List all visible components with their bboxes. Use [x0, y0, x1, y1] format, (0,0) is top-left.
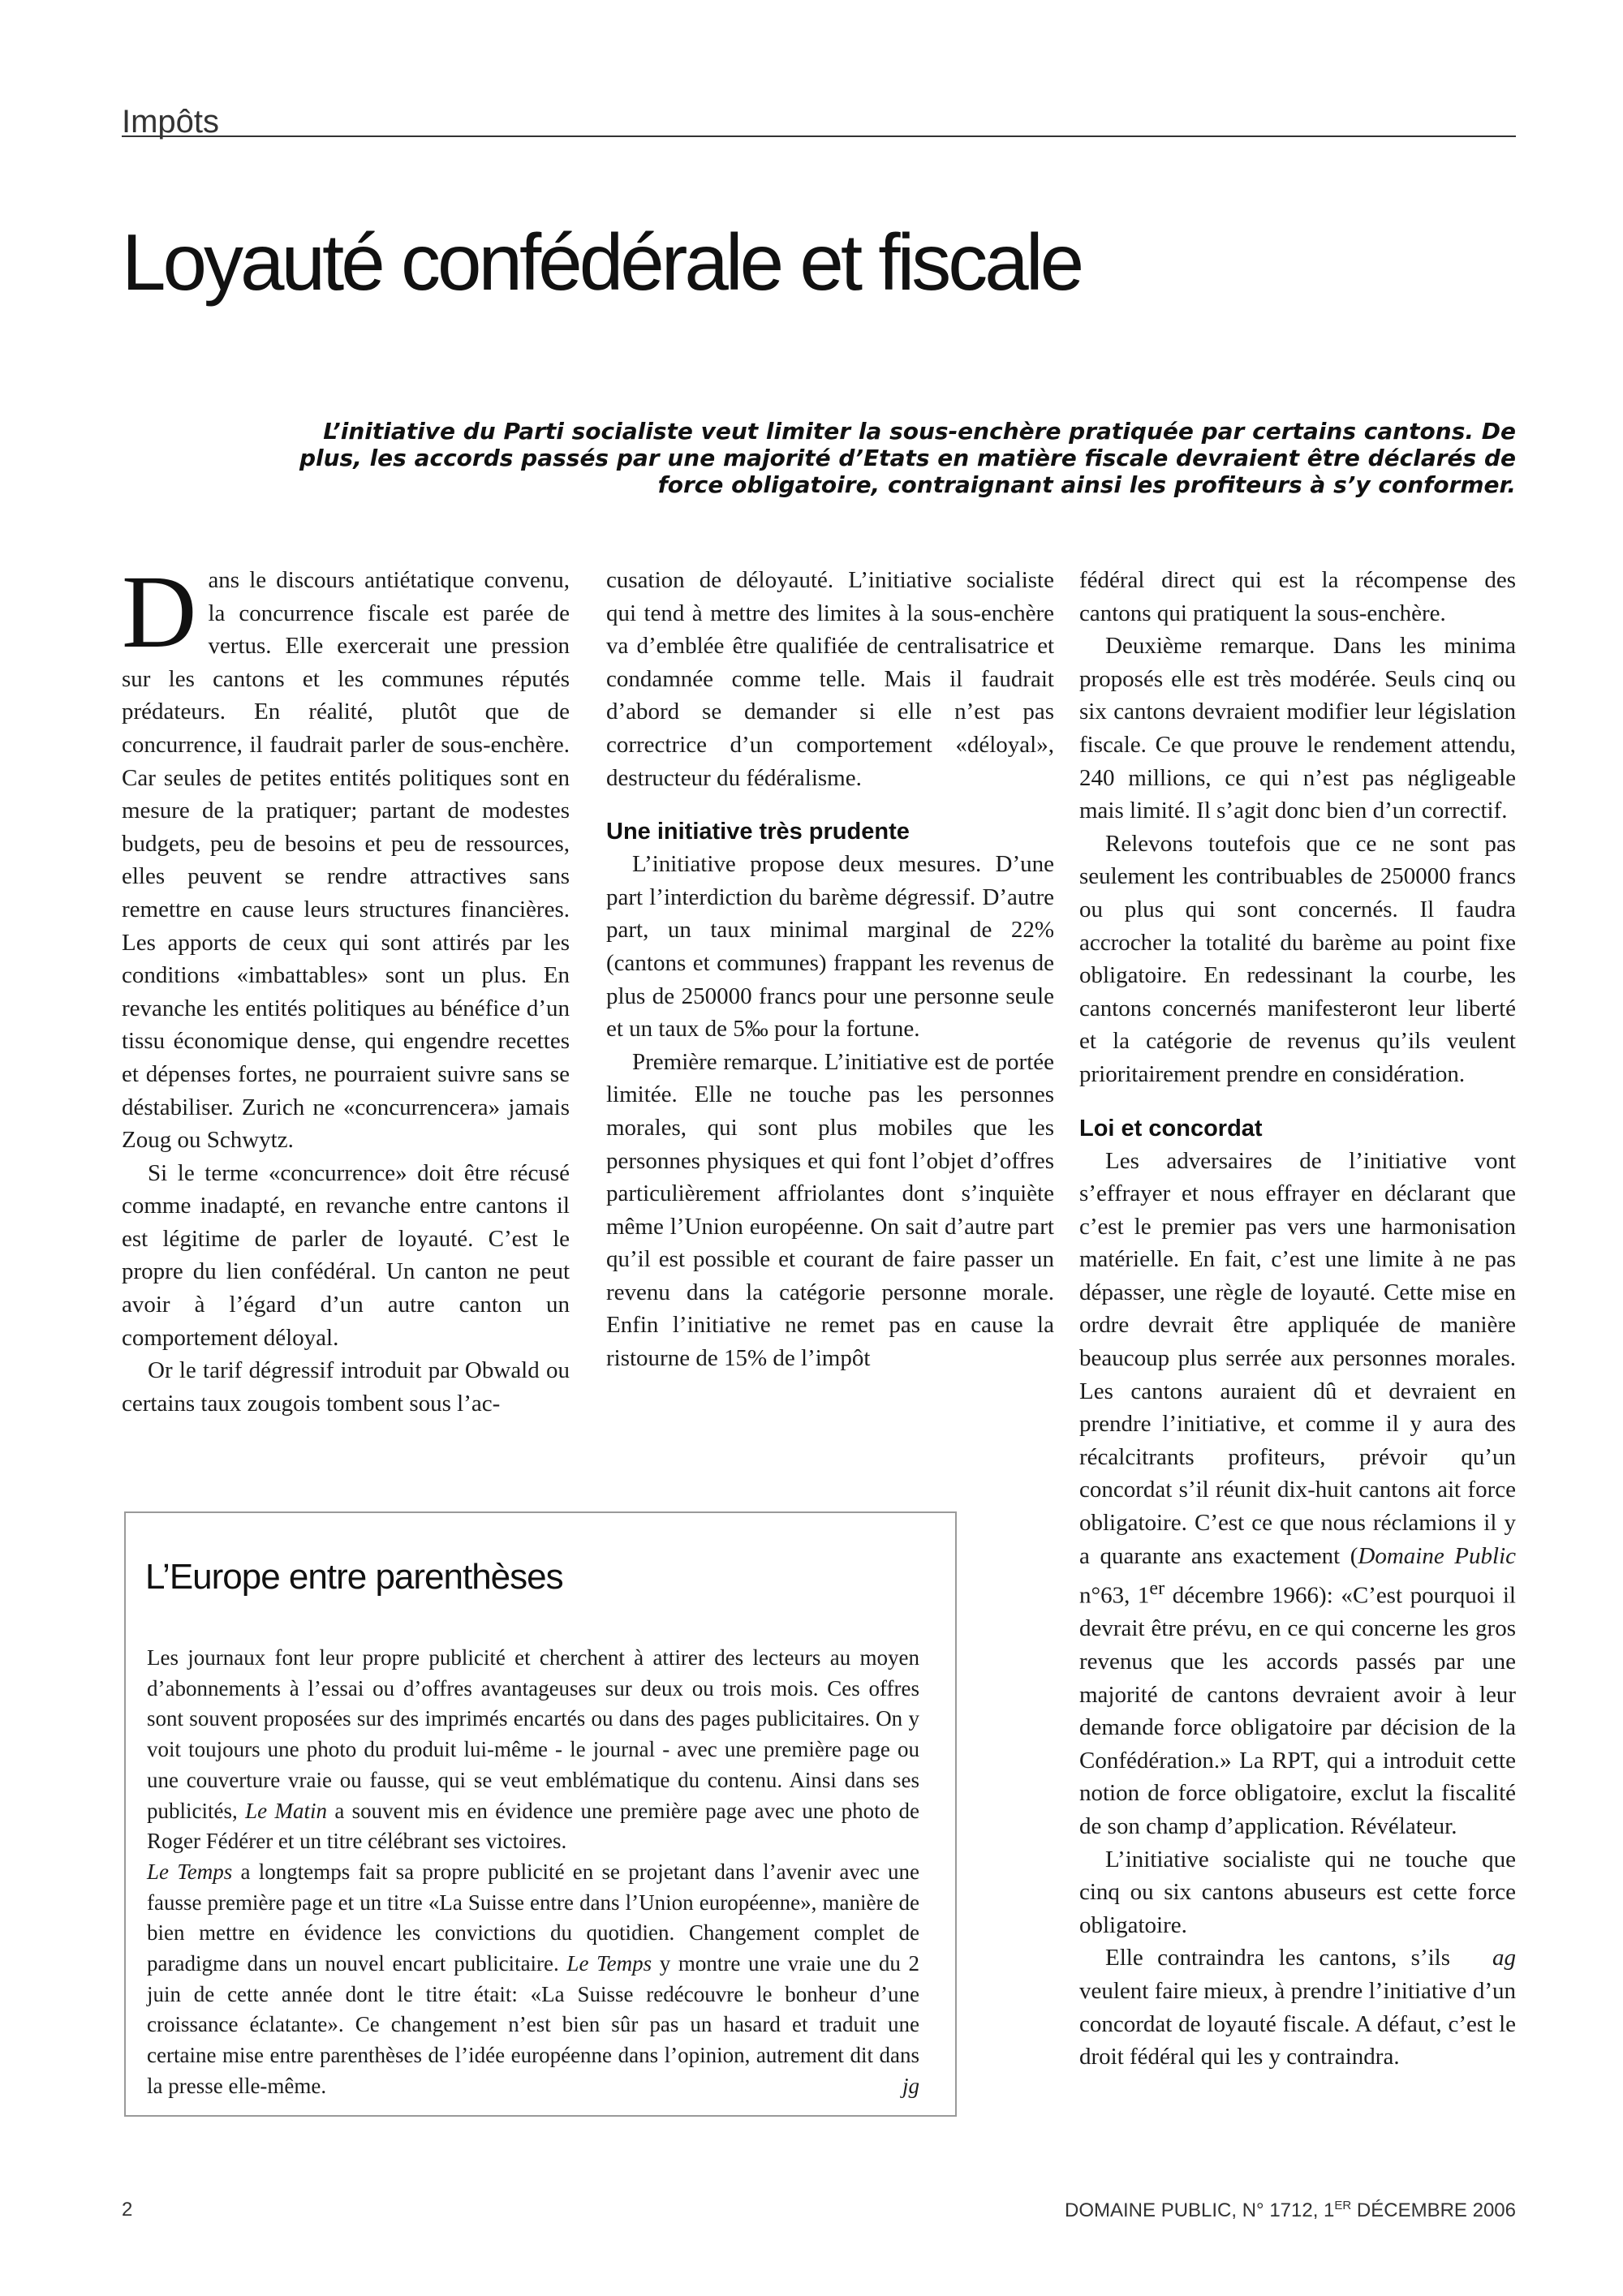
rubric-divider: [122, 135, 1516, 137]
paragraph: ag Elle contraindra les cantons, s’ils veulent faire mieux, à prendre l’initiative d’un concordat de loyauté fiscale. A défaut, c’est le droit fédéral qui les y contraindra.: [1079, 1941, 1516, 2073]
sidebar-box-title: L’Europe entre parenthèses: [145, 1557, 563, 1597]
sidebar-box: [124, 1511, 957, 2117]
subheading: Une initiative très prudente: [606, 819, 910, 845]
paragraph: cusation de déloyauté. L’initiative socialiste qui tend à mettre des limites à la sous-enchère va d’emblée être qualifiée de centralisatrice et condamnée comme telle. Mais il faudrait d’abord se demander si elle n’est pas correctrice d’un comportement «déloyal», destructeur du fédéralisme.: [606, 567, 1054, 791]
article-column-1: [122, 554, 570, 1420]
paragraph: Première remarque. L’initiative est de portée limitée. Elle ne touche pas les personnes morales, qui sont plus mobiles que les personnes physiques et qui font l’objet d’offres particulièrement affriolantes dont s’inquiète même l’Union européenne. On sait d’autre part qu’il est possible et courant de faire passer un revenu dans la catégorie personne morale. Enfin l’initiative ne remet pas en cause la ristourne de 15% de l’impôt: [606, 1048, 1054, 1372]
subheading: Loi et concordat: [1079, 1115, 1263, 1142]
author-signature: jg: [902, 2073, 919, 2098]
paragraph: L’initiative socialiste qui ne touche que cinq ou six cantons abuseurs est cette force obligatoire.: [1079, 1846, 1516, 1938]
paragraph: Or le tarif dégressif introduit par Obwald ou certains taux zougois tombent sous l’ac-: [122, 1357, 570, 1417]
paragraph: Deuxième remarque. Dans les minima proposés elle est très modérée. Seuls cinq ou six cantons devraient modifier leur législation fiscale. Ce que prouve le rendement attendu, 240 millions, ce qui n’est pas négligeable mais limité. Il s’agit donc bien d’un correctif.: [1079, 633, 1516, 824]
paragraph: fédéral direct qui est la récompense des cantons qui pratiquent la sous-enchère.: [1079, 567, 1516, 626]
article-column-2: [606, 564, 1054, 1375]
sidebar-box-body: [147, 1643, 919, 2102]
publication-footer: DOMAINE PUBLIC, N° 1712, 1ER DÉCEMBRE 2006: [1065, 2199, 1516, 2221]
page-number: 2: [122, 2199, 133, 2221]
paragraph: Dans le discours antiétatique convenu, la concurrence fiscale est parée de vertus. Elle exercerait une pression sur les cantons et les communes réputés prédateurs. En réalité, plutôt que de concurrence, il faudrait parler de sous-enchère. Car seules de petites entités politiques sont en mesure de la pratiquer; partant de modestes budgets, peu de besoins et peu de ressources, elles peuvent se rendre attractives sans remettre en cause leurs structures financières. Les apports de ceux qui sont attirés par les conditions «imbattables» sont un plus. En revanche les entités politiques au bénéfice d’un tissu économique dense, qui engendre recettes et dépenses fortes, ne pourraient suivre sans se déstabiliser. Zurich ne «concurrencera» jamais Zoug ou Schwytz.: [122, 554, 570, 1154]
paragraph: L’initiative propose deux mesures. D’une part l’interdiction du barème dégressif. D’autre part, un taux minimal marginal de 22% (cantons et communes) frappant les revenus de plus de 250000 francs pour une personne seule et un taux de 5‰ pour la fortune.: [606, 851, 1054, 1043]
section-rubric: Impôts: [122, 104, 220, 140]
drop-cap: D: [122, 554, 197, 669]
article-title: Loyauté confédérale et fiscale: [122, 217, 1082, 307]
paragraph: Les adversaires de l’initiative vont s’effrayer et nous effrayer en déclarant que c’est le premier pas vers une harmonisation matérielle. En fait, c’est une limite à ne pas dépasser, une règle de loyauté. Cette mise en ordre devrait être appliquée de manière beaucoup plus serrée aux personnes morales. Les cantons auraient dû et devraient en prendre l’initiative, et comme il y aura des récalcitrants profiteurs, prévoir qu’un concordat s’il réunit dix-huit cantons ait force obligatoire. C’est ce que nous réclamions il y a quarante ans exactement (Domaine Public n°63, 1er décembre 1966): «C’est pourquoi il devrait être prévu, en ce qui concerne les gros revenus que les accords passés par une majorité de cantons devraient avoir à leur demande force obligatoire par décision de la Confédération.» La RPT, qui a introduit cette notion de force obligatoire, exclut la fiscalité de son champ d’application. Révélateur.: [1079, 1147, 1517, 1840]
article-column-3: [1079, 564, 1516, 2074]
publication-reference: Domaine Public: [1358, 1542, 1517, 1569]
paragraph: Si le terme «concurrence» doit être récusé comme inadapté, en revanche entre cantons il est légitime de parler de loyauté. C’est le propre du lien confédéral. Un canton ne peut avoir à l’égard d’un autre canton un comportement déloyal.: [122, 1159, 570, 1351]
paragraph: Relevons toutefois que ce ne sont pas seulement les contribuables de 250000 francs ou plus qui sont concernés. Il faudra accrocher la totalité du barème au point fixe obligatoire. En redessinant la courbe, les cantons concernés manifesteront leur liberté et la catégorie de revenus qu’ils veulent prioritairement prendre en considération.: [1079, 830, 1516, 1087]
author-signature: ag: [1492, 1945, 1516, 1971]
article-lead: L’initiative du Parti socialiste veut limiter la sous-enchère pratiquée par certains cantons. De plus, les accords passés par une majorité d’Etats en matière fiscale devraient être déclarés de force obligatoire, contraignant ainsi les profiteurs à s’y conformer.: [299, 418, 1516, 498]
paragraph: Le Temps a longtemps fait sa propre publicité en se projetant dans l’avenir avec une fausse première page et un titre «La Suisse entre dans l’Union européenne», manière de bien mettre en évidence les convictions du quotidien. Changement complet de paradigme dans un nouvel encart publicitaire. Le Temps y montre une vraie une du 2 juin de cette année dont le titre était: «La Suisse redécouvre le bonheur d’une croissance éclatante». Ce changement n’est bien sûr pas un hasard et traduit une certaine mise entre parenthèses de l’idée européenne dans l’opinion, autrement dit dans la presse elle-même. jg: [147, 1857, 919, 2102]
paragraph: Les journaux font leur propre publicité et cherchent à attirer des lecteurs au moyen d’abonnements à l’essai ou d’offres avantageuses sur deux ou trois mois. Ces offres sont souvent proposées sur des imprimés encartés ou dans des pages publicitaires. On y voit toujours une photo du produit lui-même - le journal - avec une première page ou une couverture vraie ou fausse, qui se veut emblématique du contenu. Ainsi dans ses publicités, Le Matin a souvent mis en évidence une première page avec une photo de Roger Fédérer et un titre célébrant ses victoires.: [147, 1645, 919, 1854]
